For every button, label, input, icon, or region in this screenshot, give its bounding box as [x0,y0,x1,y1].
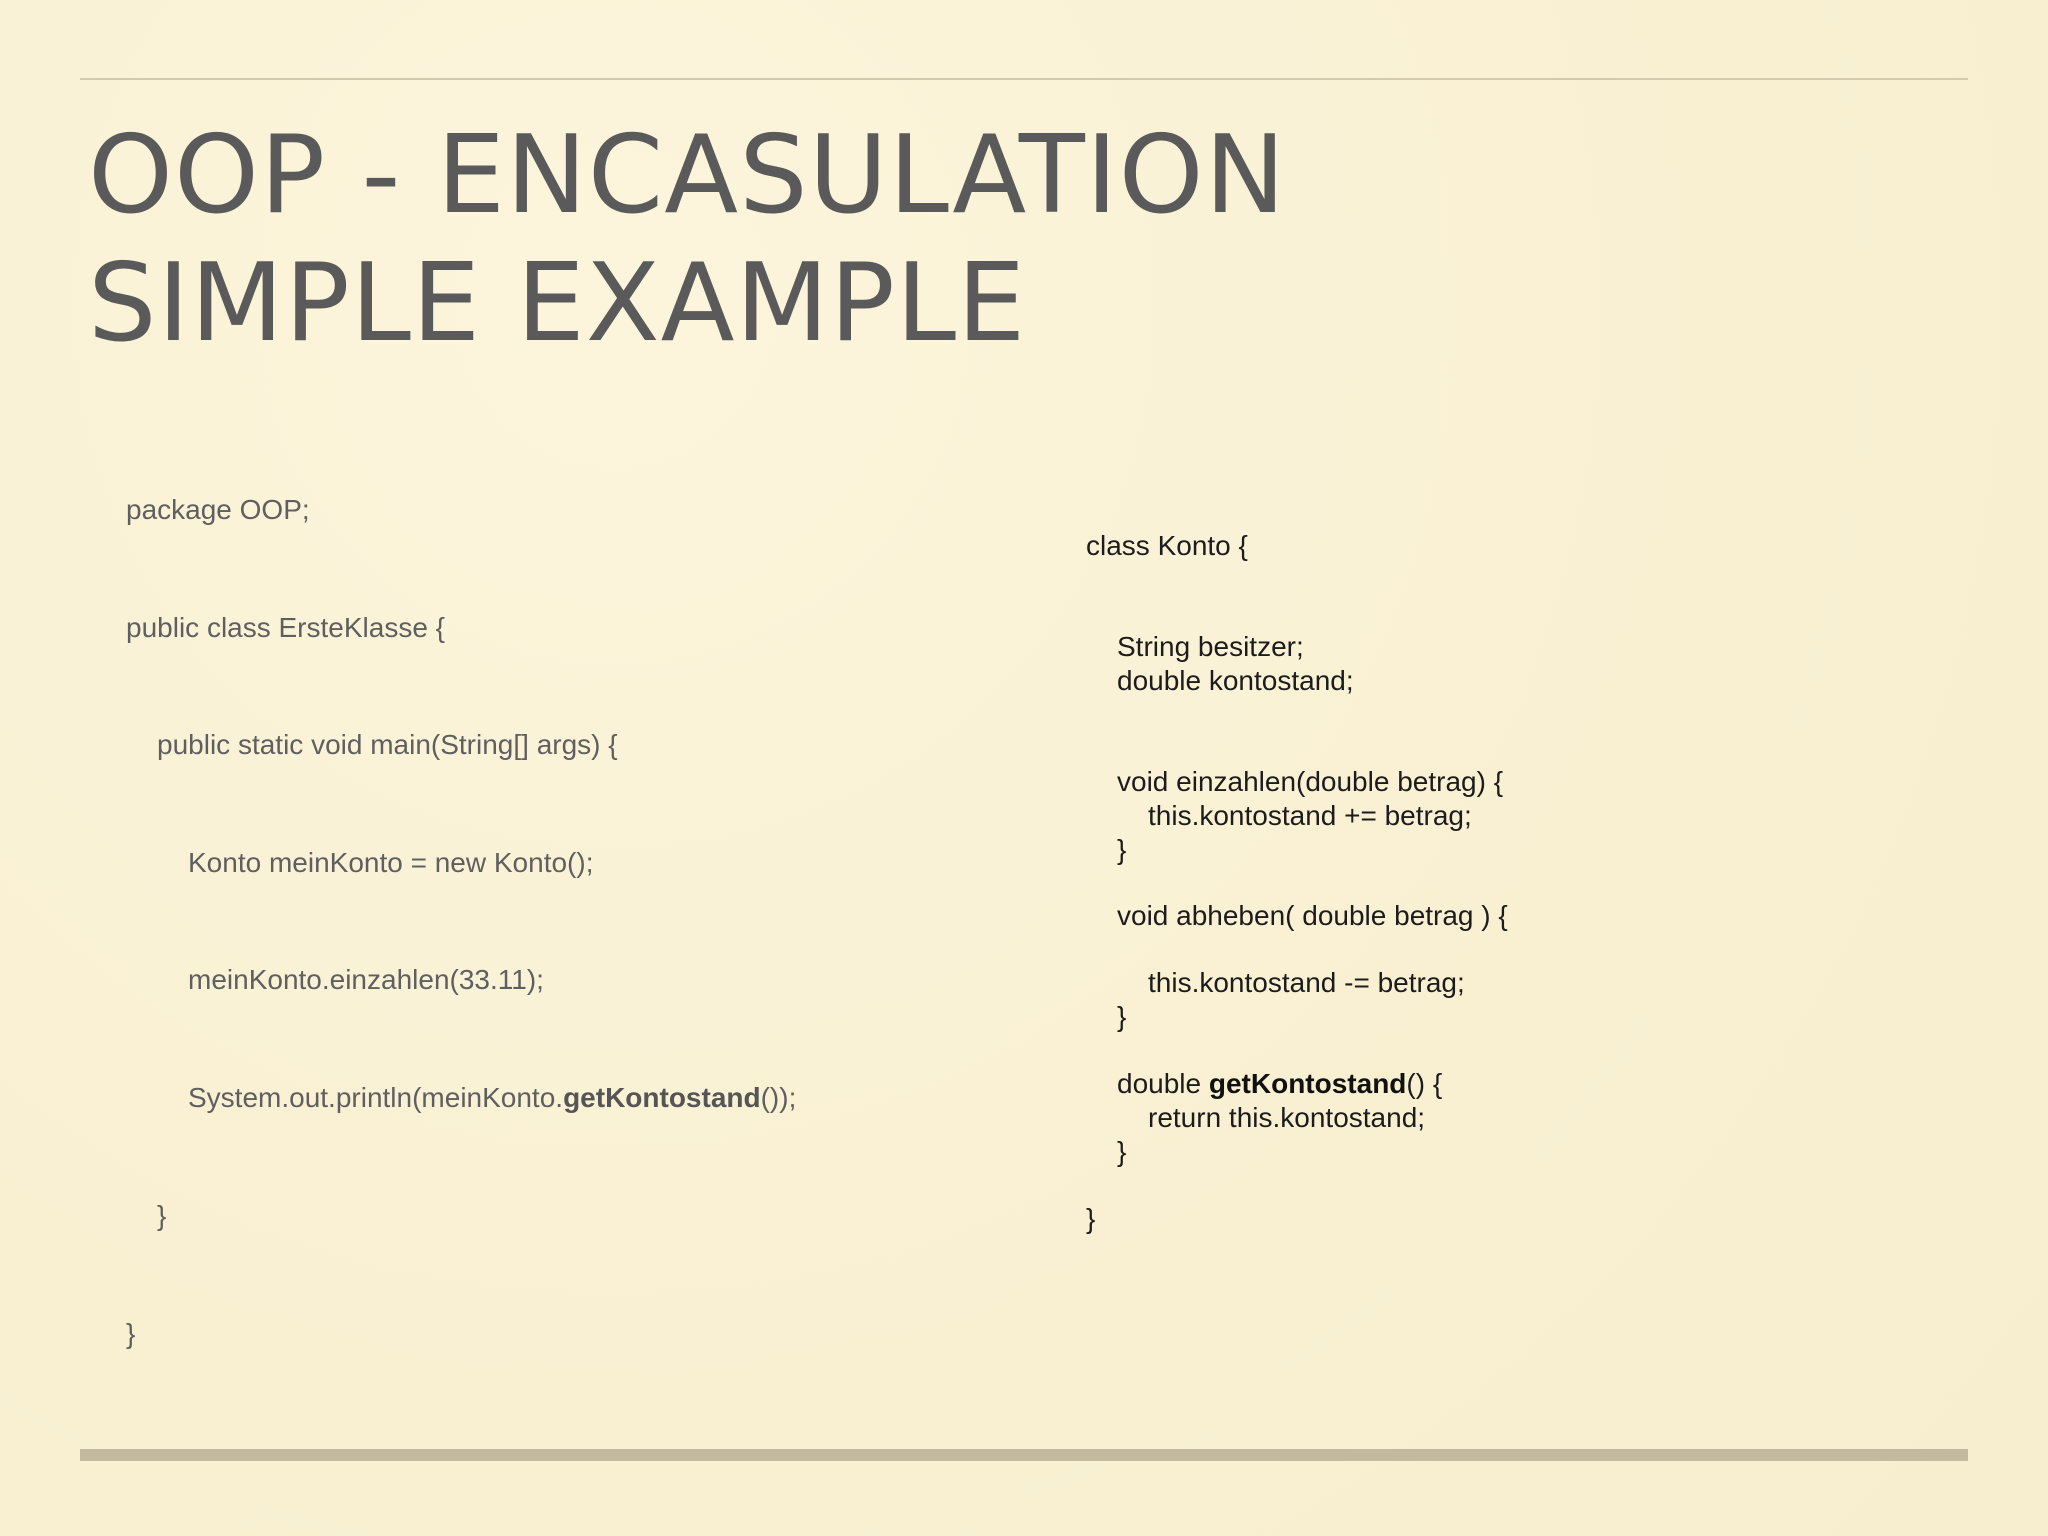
code-method-highlight: getKontostand [563,1082,761,1113]
code-line: class Konto { [1086,530,1248,561]
code-line-getter [1086,1068,1442,1100]
code-line: void einzahlen(double betrag) { [1117,766,1504,797]
code-line: } [1086,1203,1096,1234]
konto-class-code-block [1086,0,1508,1234]
code-line: double kontostand; [1117,665,1354,696]
code-line: void abheben( double betrag ) { [1117,900,1508,931]
code-line: } [126,1318,136,1349]
code-line: this.kontostand += betrag; [1148,800,1472,831]
bottom-divider [80,1449,1968,1461]
slide-title-line-2: SIMPLE EXAMPLE [88,241,1027,366]
slide-title-line-1: OOP - ENCASULATION [88,113,1287,238]
code-line: } [157,1200,167,1231]
slide-title [88,112,1286,368]
code-line: package OOP; [126,494,310,525]
code-line: String besitzer; [1117,631,1304,662]
code-line: meinKonto.einzahlen(33.11); [188,964,544,995]
code-line-println [126,1082,796,1114]
code-text: ()); [760,1082,797,1113]
code-line: public class ErsteKlasse { [126,612,446,643]
code-line: } [1117,1001,1127,1032]
code-line: } [1117,1136,1127,1167]
code-method-highlight: getKontostand [1208,1068,1407,1099]
code-line: return this.kontostand; [1148,1102,1426,1133]
code-text: System.out.println(meinKonto. [188,1082,564,1113]
top-divider [80,78,1968,80]
code-line: this.kontostand -= betrag; [1148,967,1465,998]
code-line: Konto meinKonto = new Konto(); [188,847,594,878]
code-line: } [1117,834,1127,865]
code-text: () { [1406,1068,1443,1099]
code-text: double [1117,1068,1209,1099]
code-line: public static void main(String[] args) { [157,729,618,760]
